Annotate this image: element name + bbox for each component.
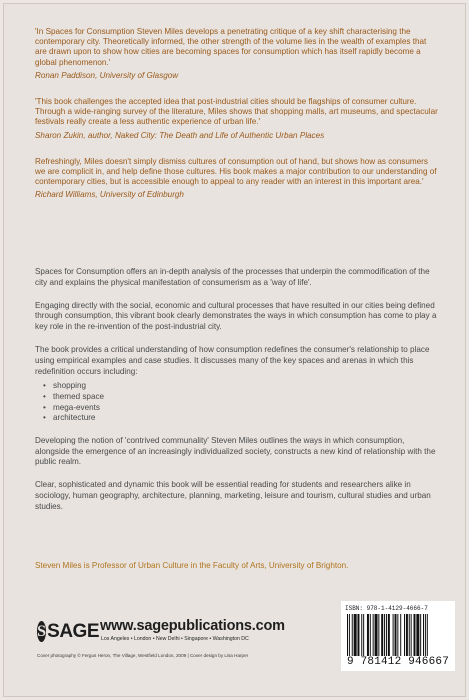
- review-quote: [35, 27, 440, 81]
- description-paragraph: Developing the notion of 'contrived communality' Steven Miles outlines the ways in which consumption, alongside the emergence of an increasingly individualized society, constructs a new kind of relationship with the public realm.: [35, 435, 436, 467]
- topic-list-item: • mega-events: [43, 403, 440, 414]
- quote-attribution: Ronan Paddison, University of Glasgow: [35, 70, 179, 80]
- review-quote: [35, 97, 440, 141]
- description-paragraph: Spaces for Consumption offers an in-depth analysis of the processes that underpin the commodification of the city and explains the physical manifestation of consumerism as a 'way of life'.: [35, 267, 430, 287]
- description-paragraph: Clear, sophisticated and dynamic this book will be essential reading for students and researchers alike in sociology, human geography, architecture, planning, marketing, leisure and tourism, cultural studies and urban studies.: [35, 480, 431, 511]
- publisher-url: www.sagepublications.com: [100, 618, 285, 634]
- cover-credits: Cover photography © Fergus Heron, The Village, Westfield London, 2009 | Cover design by Lisa Harper: [37, 653, 249, 658]
- sage-logo: [37, 620, 99, 643]
- isbn-label: ISBN: 978-1-4129-4666-7: [345, 605, 428, 612]
- barcode-icon: [347, 614, 449, 656]
- barcode-panel: [341, 601, 455, 671]
- barcode-number: 9 781412 946667: [346, 656, 450, 668]
- topic-list-item: • themed space: [43, 392, 440, 403]
- quote-text: Refreshingly, Miles doesn't simply dismiss cultures of consumption out of hand, but shows how as consumers we are complicit in, and help define those cultures. His book makes a major contribution to our understanding of contemporary cities, but is accessible enough to appeal to any reader with an interest in this important area.': [35, 156, 437, 187]
- quote-attribution: Richard Williams, University of Edinburgh: [35, 190, 184, 200]
- publisher-cities: Los Angeles • London • New Delhi • Singapore • Washington DC: [101, 636, 249, 642]
- review-quote: [35, 157, 440, 201]
- topic-list-item: • architecture: [43, 413, 440, 424]
- topic-list-item: • shopping: [43, 381, 440, 392]
- back-cover: [3, 3, 466, 697]
- quote-text: 'This book challenges the accepted idea that post-industrial cities should be flagships of consumer culture. Through a wide-ranging survey of the literature, Miles shows that shopping malls, art museums, and spectacular festivals really create a less authentic experience of urban life.': [35, 97, 438, 127]
- author-bio: Steven Miles is Professor of Urban Culture in the Faculty of Arts, University of Brighton.: [35, 561, 349, 570]
- book-description: [35, 267, 440, 525]
- description-paragraph: The book provides a critical understanding of how consumption redefines the consumer's relationship to place using empirical examples and case studies. It discusses many of the key spaces and arenas in which this redefinition occurs including:: [35, 344, 430, 376]
- description-paragraph: Engaging directly with the social, economic and cultural processes that have resulted in our cities being defined through consumption, this vibrant book clearly demonstrates the ways in which consumption has come to play a key role in the re-invention of the post-industrial city.: [35, 300, 437, 332]
- review-quotes: [35, 27, 440, 217]
- quote-text: 'In Spaces for Consumption Steven Miles develops a penetrating critique of a key shift characterising the contemporary city. Theoretically informed, the other strength of the volume lies in the wealth of examples that are drawn upon to show how cities are becoming spaces for consumption which has itself rapidly become a global phenomenon.': [35, 27, 427, 67]
- sage-logo-word: SAGE: [47, 620, 99, 642]
- quote-attribution: Sharon Zukin, author, Naked City: The Death and Life of Authentic Urban Places: [35, 130, 325, 140]
- topic-list: [35, 381, 440, 423]
- sage-logo-mark: S: [37, 623, 47, 640]
